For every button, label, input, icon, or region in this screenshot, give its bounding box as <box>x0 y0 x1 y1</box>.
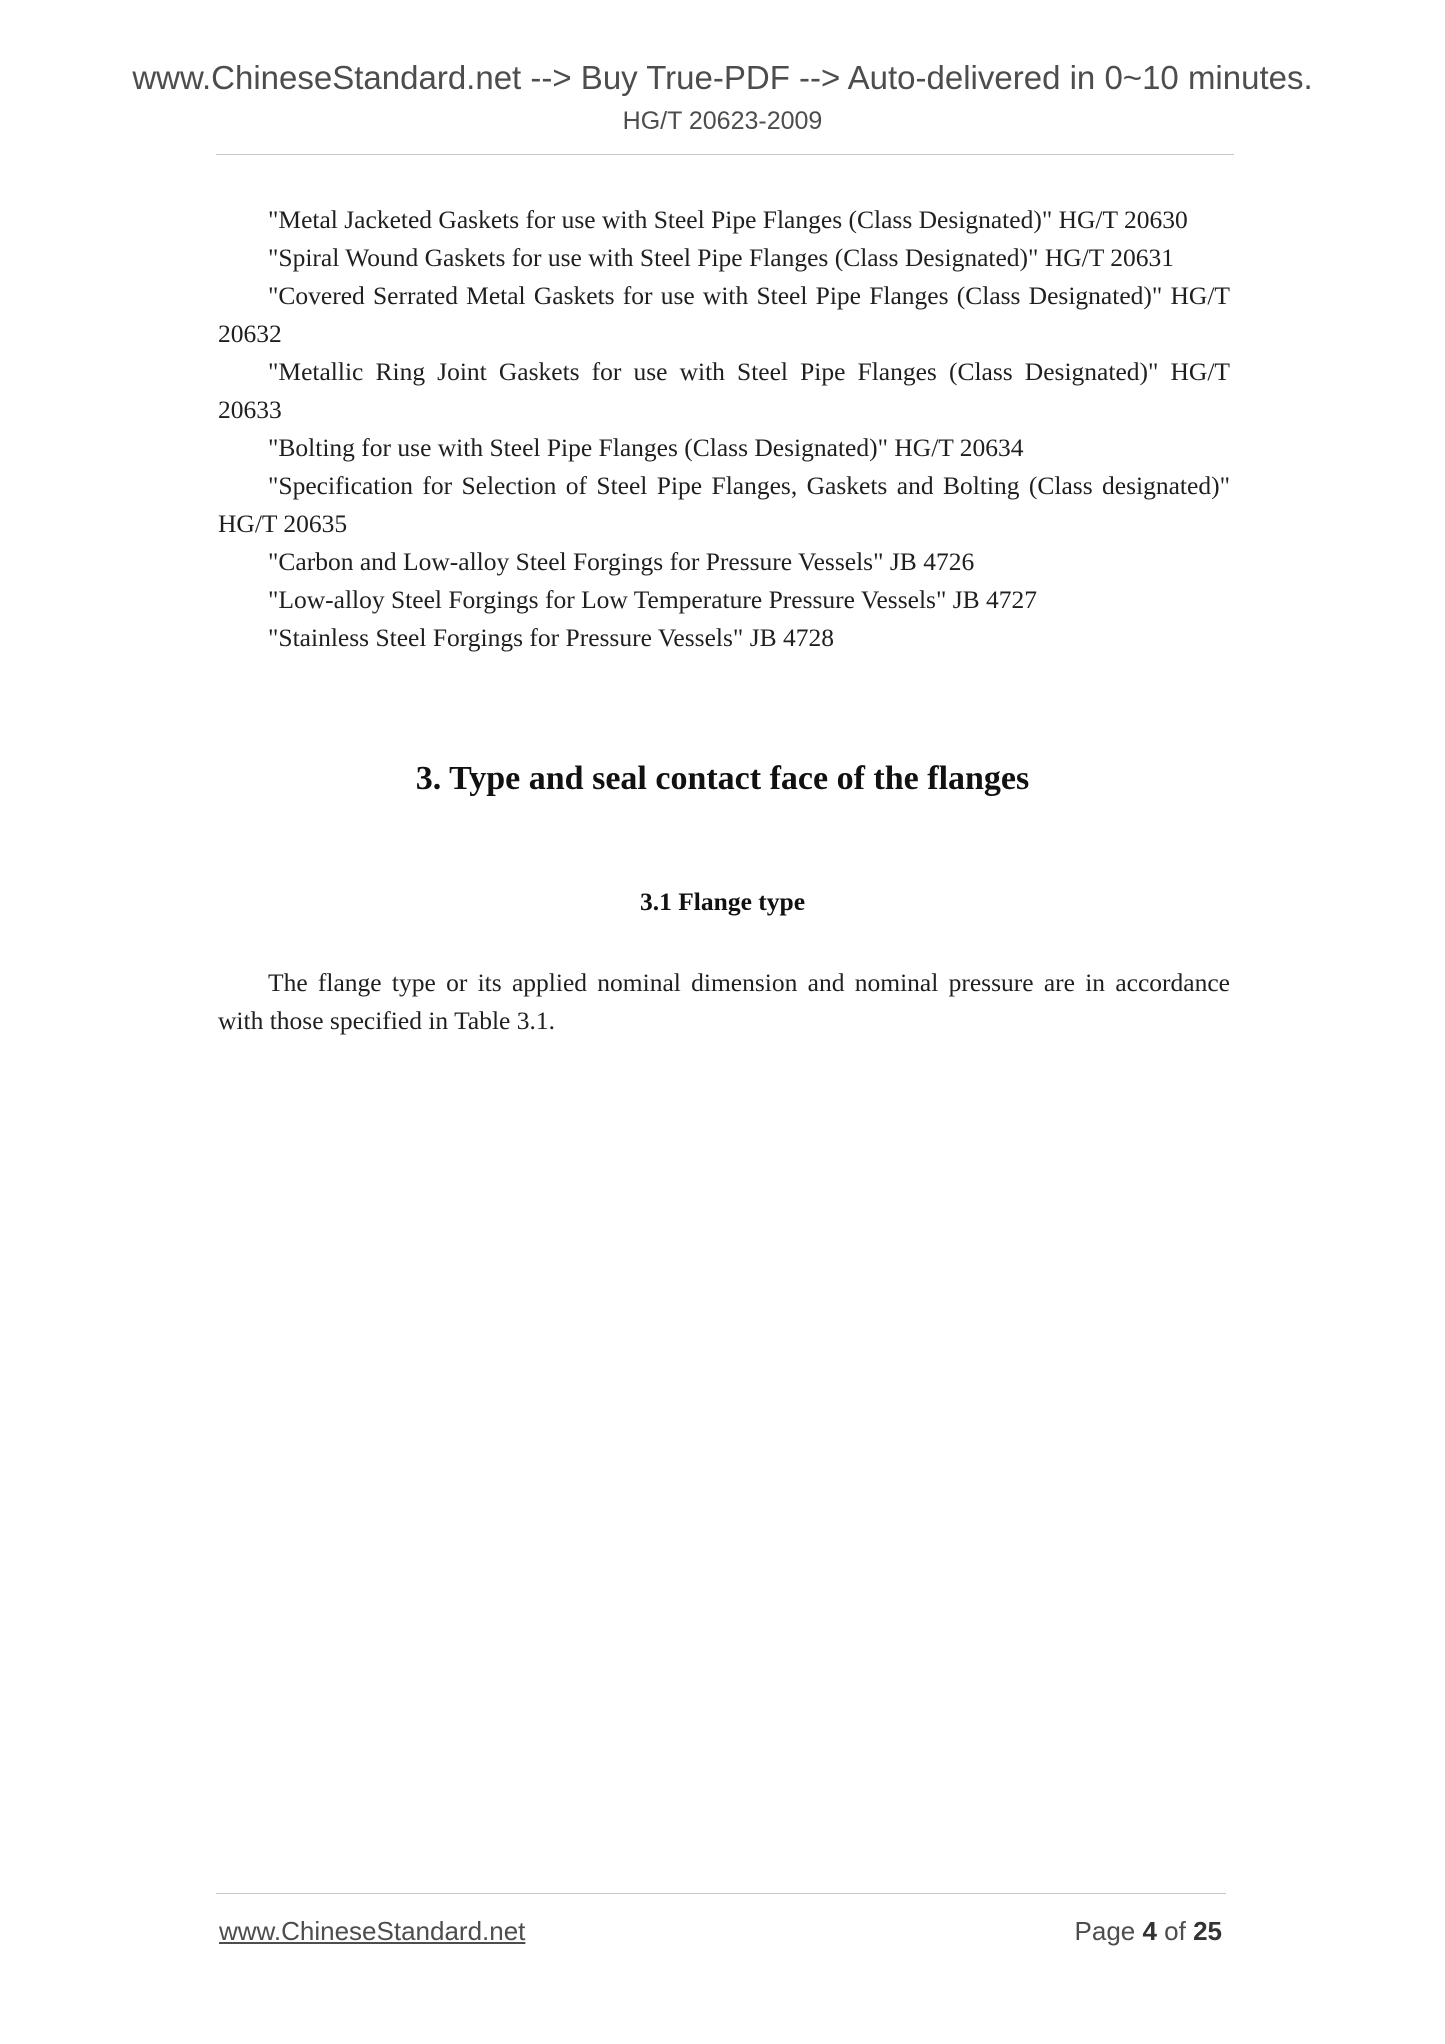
page-prefix: Page <box>1074 1916 1143 1946</box>
reference-item: "Stainless Steel Forgings for Pressure Vessels" JB 4728 <box>268 623 835 652</box>
page-current: 4 <box>1142 1916 1157 1946</box>
reference-item: "Metallic Ring Joint Gaskets for use with Steel Pipe Flanges (Class Designated)" HG/T 20633 <box>218 357 1230 424</box>
page-of: of <box>1156 1916 1194 1946</box>
reference-item: "Covered Serrated Metal Gaskets for use with Steel Pipe Flanges (Class Designated)" HG/T 20632 <box>218 281 1230 348</box>
header-banner: www.ChineseStandard.net --> Buy True-PDF --> Auto-delivered in 0~10 minutes. <box>132 59 1313 96</box>
reference-item: "Carbon and Low-alloy Steel Forgings for Pressure Vessels" JB 4726 <box>268 547 975 576</box>
reference-item: "Specification for Selection of Steel Pipe Flanges, Gaskets and Bolting (Class designated)" HG/T 20635 <box>218 471 1230 538</box>
header-divider <box>216 154 1234 155</box>
document-code: HG/T 20623-2009 <box>622 107 823 135</box>
reference-item: "Spiral Wound Gaskets for use with Steel Pipe Flanges (Class Designated)" HG/T 20631 <box>268 243 1174 272</box>
reference-item: "Low-alloy Steel Forgings for Low Temperature Pressure Vessels" JB 4727 <box>268 585 1038 614</box>
page-indicator <box>900 1915 1222 1947</box>
body-paragraph: The flange type or its applied nominal dimension and nominal pressure are in accordance with those specified in Table 3.1. <box>218 968 1230 1035</box>
footer-website-link[interactable]: www.ChineseStandard.net <box>219 1916 526 1946</box>
page-total: 25 <box>1193 1916 1222 1946</box>
subsection-heading: 3.1 Flange type <box>639 887 806 916</box>
reference-list <box>218 201 1230 657</box>
footer-divider <box>216 1893 1226 1894</box>
section-heading: 3. Type and seal contact face of the flanges <box>415 760 1030 797</box>
reference-item: "Bolting for use with Steel Pipe Flanges (Class Designated)" HG/T 20634 <box>268 433 1024 462</box>
reference-item: "Metal Jacketed Gaskets for use with Steel Pipe Flanges (Class Designated)" HG/T 20630 <box>268 205 1188 234</box>
